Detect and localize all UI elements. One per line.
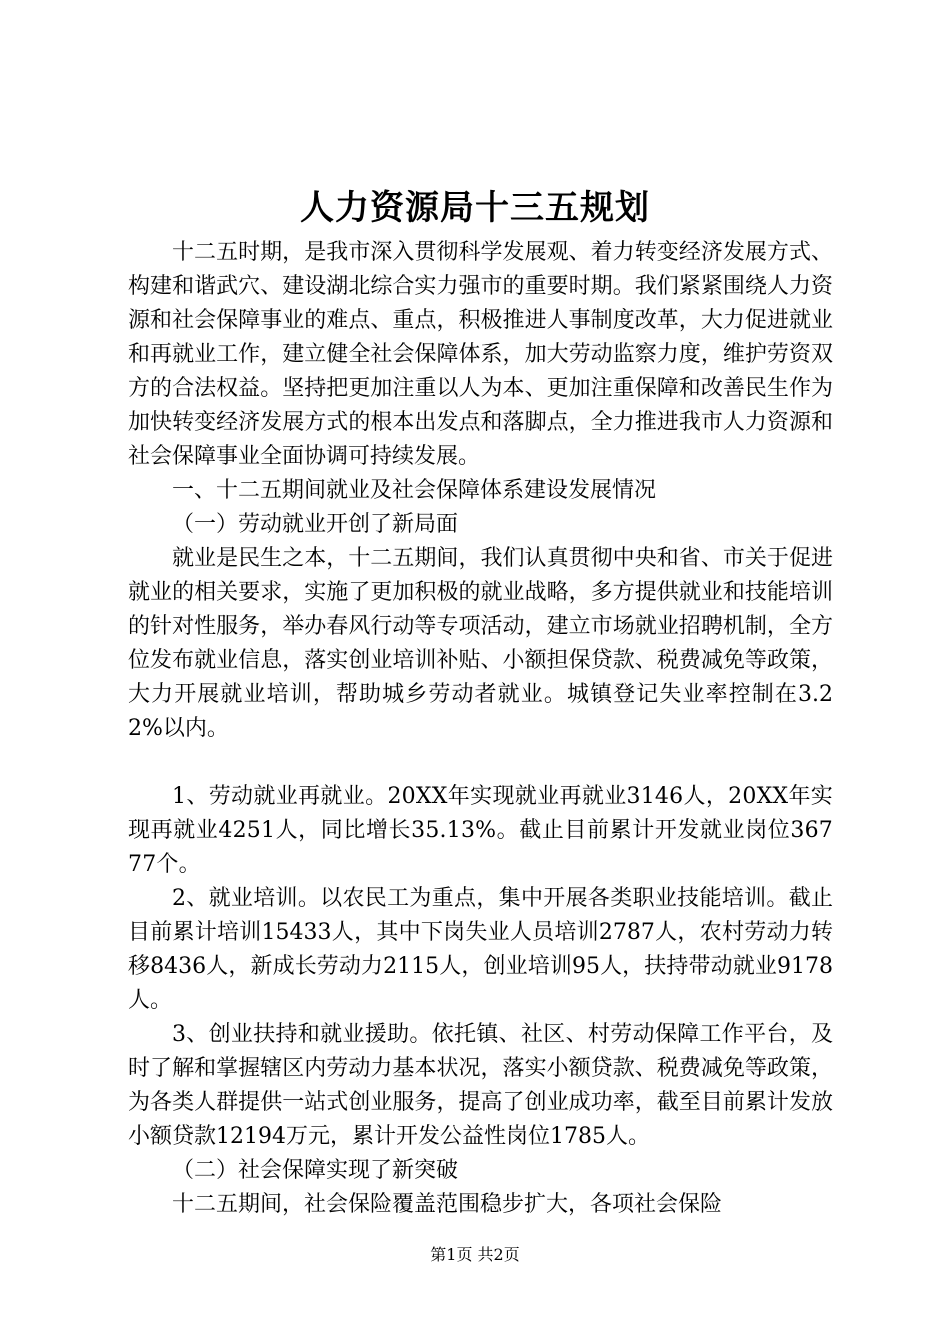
- paragraph-social-security: 十二五期间，社会保险覆盖范围稳步扩大，各项社会保险: [172, 1192, 723, 1217]
- section-heading-1: 一、十二五期间就业及社会保障体系建设发展情况: [172, 478, 657, 503]
- subsection-heading-1: （一）劳动就业开创了新局面: [172, 512, 459, 537]
- blank-line: [128, 746, 833, 780]
- paragraph-item-1: 1、劳动就业再就业。20XX年实现就业再就业3146人，20XX年实现再就业4251人，同比增长35.13%。截止目前累计开发就业岗位36777个。: [128, 784, 833, 877]
- page-footer: 第1页 共2页: [430, 1245, 520, 1264]
- paragraph-intro: 十二五时期，是我市深入贯彻科学发展观、着力转变经济发展方式、构建和谐武穴、建设湖北综合实力强市的重要时期。我们紧紧围绕人力资源和社会保障事业的难点、重点，积极推进人事制度改革，大力促进就业和再就业工作，建立健全社会保障体系，加大劳动监察力度，维护劳资双方的合法权益。坚持把更加注重以人为本、更加注重保障和改善民生作为加快转变经济发展方式的根本出发点和落脚点，全力推进我市人力资源和社会保障事业全面协调可持续发展。: [128, 240, 833, 469]
- document-title: 人力资源局十三五规划: [300, 188, 650, 228]
- document-body: [128, 236, 833, 1222]
- paragraph-item-2: 2、就业培训。以农民工为重点，集中开展各类职业技能培训。截止目前累计培训15433人，其中下岗失业人员培训2787人，农村劳动力转移8436人，新成长劳动力2115人，创业培训95人，扶持带动就业9178人。: [128, 886, 833, 1013]
- subsection-heading-2: （二）社会保障实现了新突破: [172, 1158, 459, 1183]
- paragraph-item-3: 3、创业扶持和就业援助。依托镇、社区、村劳动保障工作平台，及时了解和掌握辖区内劳动力基本状况，落实小额贷款、税费减免等政策，为各类人群提供一站式创业服务，提高了创业成功率，截至目前累计发放小额贷款12194万元，累计开发公益性岗位1785人。: [128, 1022, 833, 1149]
- paragraph-employment: 就业是民生之本，十二五期间，我们认真贯彻中央和省、市关于促进就业的相关要求，实施了更加积极的就业战略，多方提供就业和技能培训的针对性服务，举办春风行动等专项活动，建立市场就业招聘机制，全方位发布就业信息，落实创业培训补贴、小额担保贷款、税费减免等政策，大力开展就业培训，帮助城乡劳动者就业。城镇登记失业率控制在3.22%以内。: [128, 546, 833, 741]
